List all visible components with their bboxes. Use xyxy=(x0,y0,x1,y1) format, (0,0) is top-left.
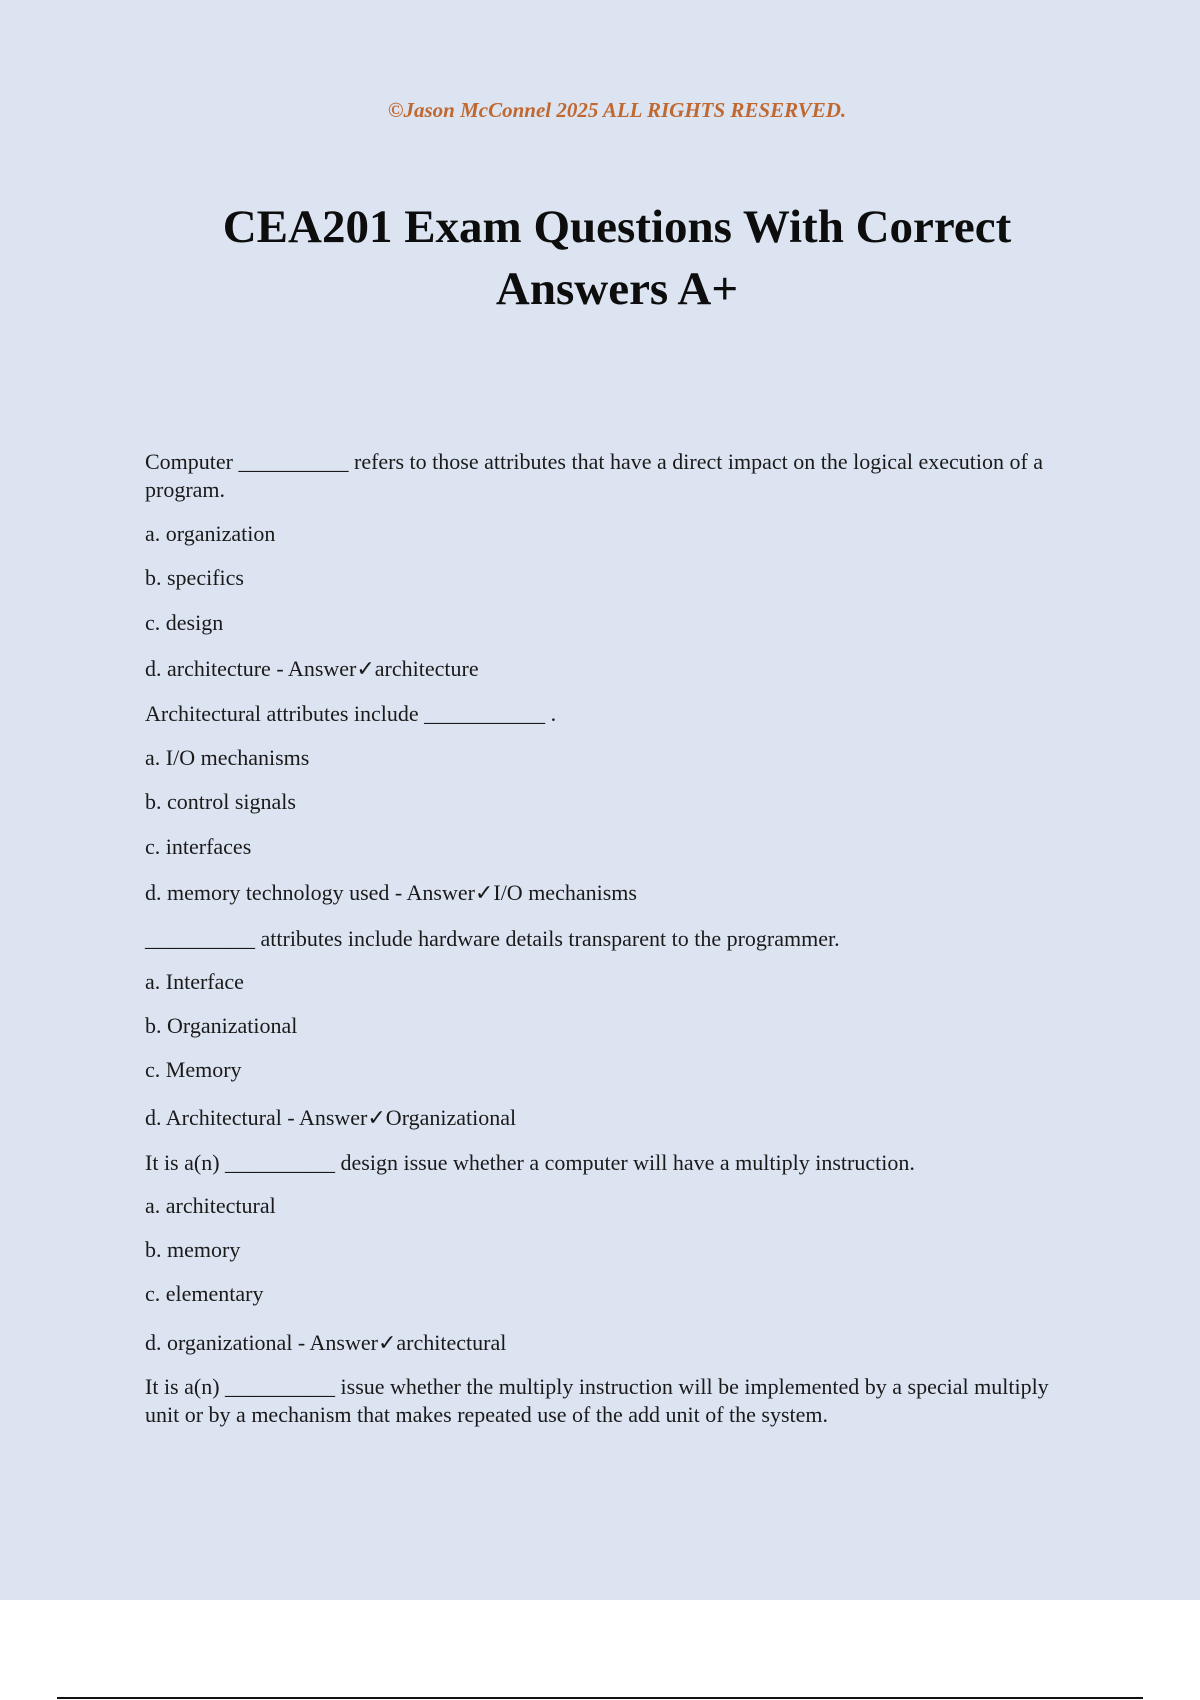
option-line: a. architectural xyxy=(145,1193,276,1218)
option-line: b. specifics xyxy=(145,565,244,590)
answer-line: d. Architectural - Answer✓Organizational xyxy=(145,1105,517,1130)
question-line: __________ attributes include hardware details transparent to the programmer. xyxy=(145,926,840,951)
question-line: Computer __________ refers to those attributes that have a direct impact on the logical execution of a program. xyxy=(145,449,1044,502)
question-line: Architectural attributes include ___________ . xyxy=(145,701,557,726)
page-title: CEA201 Exam Questions With Correct Answers A+ xyxy=(222,201,1012,315)
bottom-divider xyxy=(57,1697,1143,1699)
question-list xyxy=(145,448,1085,1429)
question-line: It is a(n) __________ design issue whether a computer will have a multiply instruction. xyxy=(145,1150,915,1175)
option-line: a. organization xyxy=(145,521,276,546)
answer-line: d. memory technology used - Answer✓I/O mechanisms xyxy=(145,880,637,905)
option-line: b. control signals xyxy=(145,789,296,814)
answer-line: d. organizational - Answer✓architectural xyxy=(145,1330,507,1355)
option-line: c. elementary xyxy=(145,1281,264,1306)
option-line: c. interfaces xyxy=(145,834,252,859)
option-line: b. memory xyxy=(145,1237,241,1262)
option-line: a. Interface xyxy=(145,969,244,994)
option-line: a. I/O mechanisms xyxy=(145,745,310,770)
option-line: c. design xyxy=(145,610,224,635)
copyright-notice: ©Jason McConnel 2025 ALL RIGHTS RESERVED. xyxy=(387,98,847,122)
question-line: It is a(n) __________ issue whether the multiply instruction will be implemented by a special multiply unit or by a mechanism that makes repeated use of the add unit of the system. xyxy=(145,1374,1049,1427)
answer-line: d. architecture - Answer✓architecture xyxy=(145,656,479,681)
option-line: c. Memory xyxy=(145,1057,242,1082)
option-line: b. Organizational xyxy=(145,1013,298,1038)
